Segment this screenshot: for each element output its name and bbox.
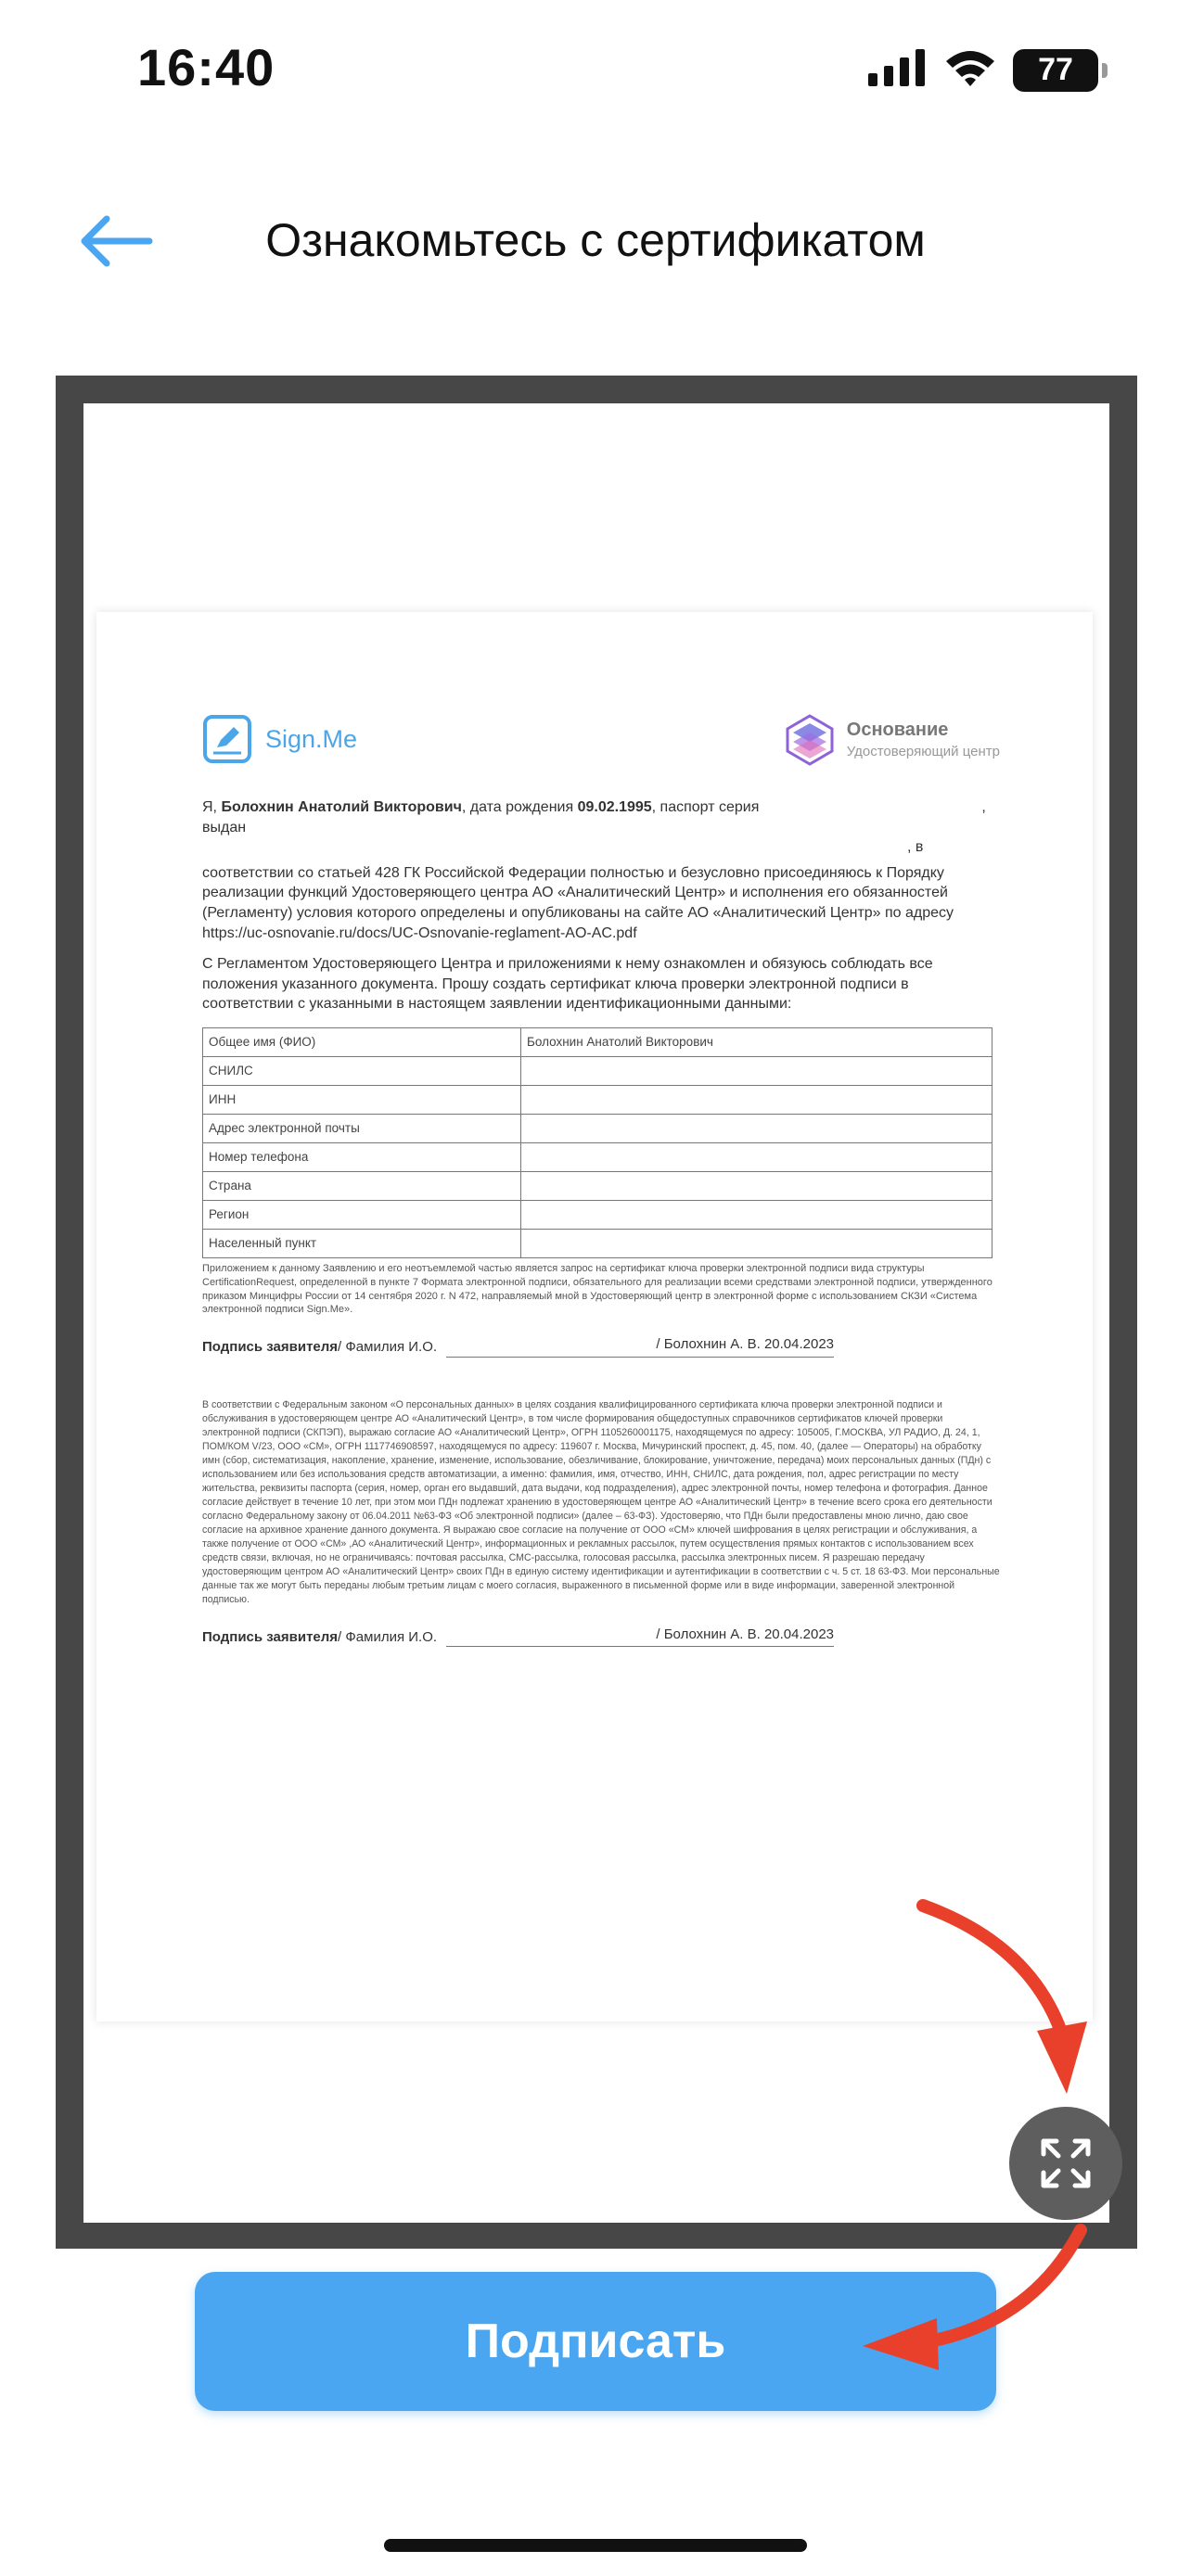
regulation-paragraph: С Регламентом Удостоверяющего Центра и приложениями к нему ознакомлен и обязуюсь соблюдать все положения указанного документа. Прошу создать сертификат ключа проверки электронной подписи в соответствии с указанными в настоящем заявлении идентификационными данными: — [202, 956, 933, 1013]
table-cell-value — [521, 1229, 992, 1257]
status-time: 16:40 — [137, 38, 275, 96]
table-cell-label: Общее имя (ФИО) — [203, 1027, 521, 1056]
table-cell-value — [521, 1171, 992, 1200]
battery-level: 77 — [1038, 52, 1073, 87]
signature-line — [202, 1335, 1000, 1357]
document-logos — [202, 714, 1000, 779]
expand-icon — [1038, 2136, 1094, 2191]
document-viewer-canvas — [83, 403, 1109, 2223]
passport-label: , паспорт серия — [651, 799, 760, 815]
table-cell-label: Страна — [203, 1171, 521, 1200]
table-row — [203, 1229, 992, 1257]
signature-value: / Болохнин А. В. 20.04.2023 — [446, 1335, 834, 1357]
document-page — [96, 612, 1093, 2021]
page-title: Ознакомьтесь с сертификатом — [265, 214, 926, 266]
birth-label: , дата рождения — [461, 799, 578, 815]
document-viewer[interactable] — [56, 376, 1137, 2249]
osnovanie-logo-icon — [784, 714, 836, 766]
table-row — [203, 1200, 992, 1229]
battery-icon — [1013, 49, 1098, 92]
table-cell-label: Населенный пункт — [203, 1229, 521, 1257]
intro-trail: , в — [907, 839, 924, 856]
table-cell-value — [521, 1200, 992, 1229]
signme-logo — [202, 714, 357, 764]
table-row — [203, 1171, 992, 1200]
status-icons — [868, 48, 1098, 92]
applicant-name: Болохнин Анатолий Викторович — [221, 799, 462, 815]
table-cell-label: ИНН — [203, 1085, 521, 1114]
signature-label: Подпись заявителя — [202, 1339, 339, 1356]
identification-table — [202, 1027, 992, 1258]
issued-label: , выдан — [202, 799, 986, 835]
osnovanie-subtitle: Удостоверяющий центр — [846, 744, 1000, 760]
table-row — [203, 1027, 992, 1056]
table-cell-value — [521, 1114, 992, 1142]
osnovanie-logo — [784, 714, 1000, 766]
signature-value-2: / Болохнин А. В. 20.04.2023 — [446, 1626, 834, 1647]
consent-text: В соответствии с Федеральным законом «О персональных данных» в целях создания квалифицированного сертификата ключа проверки электронной подписи и обслуживания в удостоверяющем центре АО «Аналитический Центр», в том числе формирования общедоступных справочников сертификатов ключей проверки электронной подписи (СКПЭП), выражаю согласие АО «Аналитический Центр», ОГРН 1105260001175, находящемуся по адресу: 105005, Г.МОСКВА, УЛ РАДИО, Д. 24, 1, ПОМ/КОМ V/23, ООО «СМ», ОГРН 1117746908597, находящемуся по адресу: 119607 г. Москва, Мичуринский проспект, д. 45, пом. 40, (далее — Операторы) на обработку имн (сбор, систематизация, накопление, хранение, изменение, использование, обезличивание, блокирование, уничтожение, передача) моих персональных данных (ПДн) с использованием или без использования средств автоматизации, а именно: фамилия, имя, отчество, ИНН, СНИЛС, дата рождения, пол, адрес регистрации по месту жительства, реквизиты паспорта (серия, номер, орган его выдавший, дата выдачи, код подразделения), адрес электронной почты, номер телефона и фотография. Данное согласие действует в течение 10 лет, при этом мои ПДн подлежат хранению в удостоверяющем центре АО «Аналитический Центр» в течение всего срока его деятельности согласно Федеральному закону от 06.04.2011 №63-ФЗ «Об электронной подписи» (далее – 63-ФЗ). Удостоверяю, что ПДн были предоставлены мною лично, даю свое согласие на архивное хранение данного документа. Я выражаю свое согласие на получение от ООО «СМ» ключей шифрования в целях регистрации и обслуживания, а также получение от ООО «СМ» ,АО «Аналитический Центр», информационных и рекламных рассылок, путем осуществления прямых контактов с использованием всех средств связи, включая, но не ограничиваясь: почтовая рассылка, СМС-рассылка, голосовая рассылка, рассылка электронных писем. Я разрешаю передачу удостоверяющим центром АО «Аналитический Центр» своих ПДн в единую систему идентификации и аутентификации в соответствии с ч. 5 ст. 18 63-ФЗ. Мои персональные данные так же могут быть переданы любым третьим лицам с моего согласия, выраженного в письменной форме или в виде информации, заверенной электронной подписью. — [202, 1398, 1000, 1605]
table-cell-label: СНИЛС — [203, 1056, 521, 1085]
document-body — [202, 797, 1000, 1658]
osnovanie-title: Основание — [846, 720, 949, 741]
table-cell-label: Адрес электронной почты — [203, 1114, 521, 1142]
table-cell-label: Номер телефона — [203, 1142, 521, 1171]
table-cell-value — [521, 1142, 992, 1171]
table-cell-value: Болохнин Анатолий Викторович — [521, 1027, 992, 1056]
signme-logo-icon — [202, 714, 252, 764]
status-bar — [0, 0, 1191, 139]
appendix-note: Приложением к данному Заявлению и его неотъемлемой частью является запрос на сертификат ключа проверки электронной подписи вида структуры CertificationRequest, определенной в пункте 7 Формата электронной подписи, обязательного для реализации всеми средствами электронной подписи, утвержденного приказом Минцифры России от 14 сентября 2020 г. N 472, направляемый мной в Удостоверяющий центр в электронной форме с использованием СКЗИ «Система электронной подписи Sign.Me». — [202, 1262, 992, 1316]
header — [0, 185, 1191, 297]
expand-button[interactable] — [1009, 2107, 1122, 2220]
applicant-intro — [202, 797, 1000, 858]
table-row — [203, 1142, 992, 1171]
wifi-icon — [944, 48, 996, 92]
signature-suffix: / Фамилия И.О. — [338, 1339, 438, 1356]
table-row — [203, 1114, 992, 1142]
table-cell-value — [521, 1085, 992, 1114]
signme-logo-text: Sign.Me — [265, 724, 358, 753]
intro-prefix: Я, — [202, 799, 222, 815]
signal-icon — [868, 49, 928, 91]
signature-suffix-2: / Фамилия И.О. — [338, 1629, 438, 1646]
table-row — [203, 1085, 992, 1114]
sign-button[interactable]: Подписать — [195, 2272, 996, 2411]
table-row — [203, 1056, 992, 1085]
table-cell-label: Регион — [203, 1200, 521, 1229]
birth-date: 09.02.1995 — [577, 799, 652, 815]
intro-continuation: соответствии со статьей 428 ГК Российской Федерации полностью и безусловно присоединяюсь к Порядку реализации функций Удостоверяющего центра АО «Аналитический Центр» и исполнения его обязанностей (Регламенту) условия которого определены и опубликованы на сайте АО «Аналитический Центр» по адресу https://uc-osnovanie.ru/docs/UC-Osnovanie-reglament-AO-AC.pdf — [202, 864, 954, 941]
home-indicator — [384, 2539, 807, 2552]
signature-line-2 — [202, 1626, 1000, 1647]
table-cell-value — [521, 1056, 992, 1085]
signature-label-2: Подпись заявителя — [202, 1629, 339, 1646]
